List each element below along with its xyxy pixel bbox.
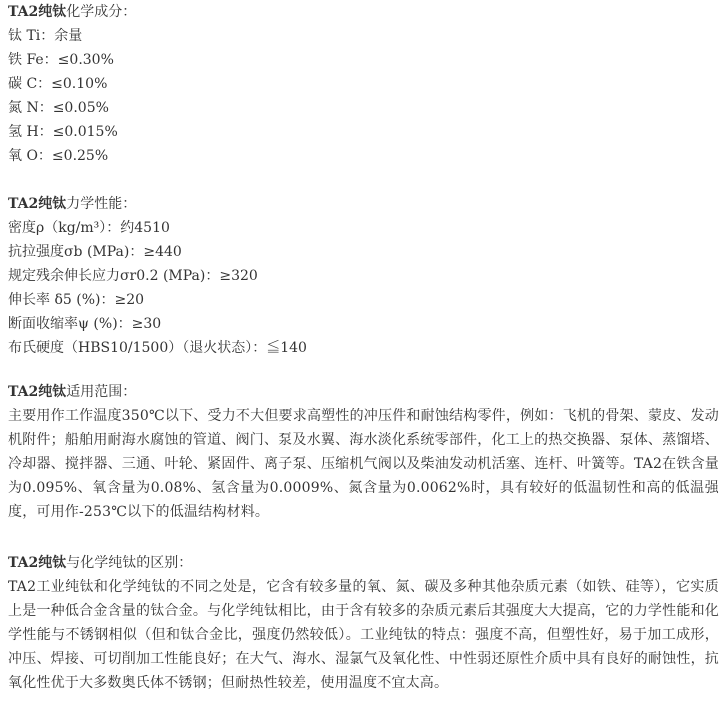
applications-heading-rest: 适用范围： [66,384,137,400]
composition-heading-rest: 化学成分： [66,4,137,20]
applications-section [8,380,719,524]
mechanical-line-reduction: 断面收缩率ψ (%)：≥30 [8,316,162,332]
difference-section [8,551,719,695]
composition-heading-bold: TA2纯钛 [8,4,67,20]
composition-line-c: 碳 C：≤0.10% [8,76,108,92]
applications-heading [8,380,719,404]
mechanical-line-hardness: 布氏硬度（HBS10/1500）（退火状态）：≦140 [8,340,307,356]
composition-line-n: 氮 N：≤0.05% [8,100,109,116]
composition-line-h: 氢 H：≤0.015% [8,124,118,140]
mechanical-properties-section [8,192,719,360]
mechanical-heading [8,192,719,216]
chemical-composition-section [8,0,719,168]
mechanical-heading-bold: TA2纯钛 [8,196,67,212]
mechanical-heading-rest: 力学性能： [66,196,137,212]
applications-heading-bold: TA2纯钛 [8,384,67,400]
composition-line-o: 氧 O：≤0.25% [8,148,109,164]
mechanical-line-density: 密度ρ（kg/m³）：约4510 [8,220,170,236]
difference-heading-rest: 与化学纯钛的区别： [66,555,193,571]
mechanical-line-tensile: 抗拉强度σb (MPa)：≥440 [8,244,182,260]
difference-heading [8,551,719,575]
mechanical-line-yield: 规定残余伸长应力σr0.2 (MPa)：≥320 [8,268,258,284]
difference-heading-bold: TA2纯钛 [8,555,67,571]
mechanical-line-elongation: 伸长率 δ5 (%)：≥20 [8,292,145,308]
composition-line-ti: 钛 Ti：余量 [8,28,83,44]
composition-line-fe: 铁 Fe：≤0.30% [8,52,114,68]
applications-paragraph: 主要用作工作温度350℃以下、受力不大但要求高塑性的冲压件和耐蚀结构零件，例如：飞机的骨架、蒙皮、发动机附件；船舶用耐海水腐蚀的管道、阀门、泵及水翼、海水淡化系统零部件，化工上的热交换器、泵体、蒸馏塔、冷却器、搅拌器、三通、叶轮、紧固件、离子泵、压缩机气阀以及柴油发动机活塞、连杆、叶簧等。TA2在铁含量为0.095%、氧含量为0.08%、氢含量为0.0009%、氮含量为0.0062%时，具有较好的低温韧性和高的低温强度，可用作-253℃以下的低温结构材料。 [8,408,719,520]
difference-paragraph: TA2工业纯钛和化学纯钛的不同之处是，它含有较多量的氧、氮、碳及多种其他杂质元素（如铁、硅等），它实质上是一种低合金含量的钛合金。与化学纯钛相比，由于含有较多的杂质元素后其强度大大提高，它的力学性能和化学性能与不锈钢相似（但和钛合金比，强度仍然较低）。工业纯钛的特点：强度不高，但塑性好，易于加工成形，冲压、焊接、可切削加工性能良好；在大气、海水、湿氯气及氧化性、中性弱还原性介质中具有良好的耐蚀性，抗氧化性优于大多数奥氏体不锈钢；但耐热性较差，使用温度不宜太高。 [8,579,719,691]
composition-heading [8,0,719,24]
